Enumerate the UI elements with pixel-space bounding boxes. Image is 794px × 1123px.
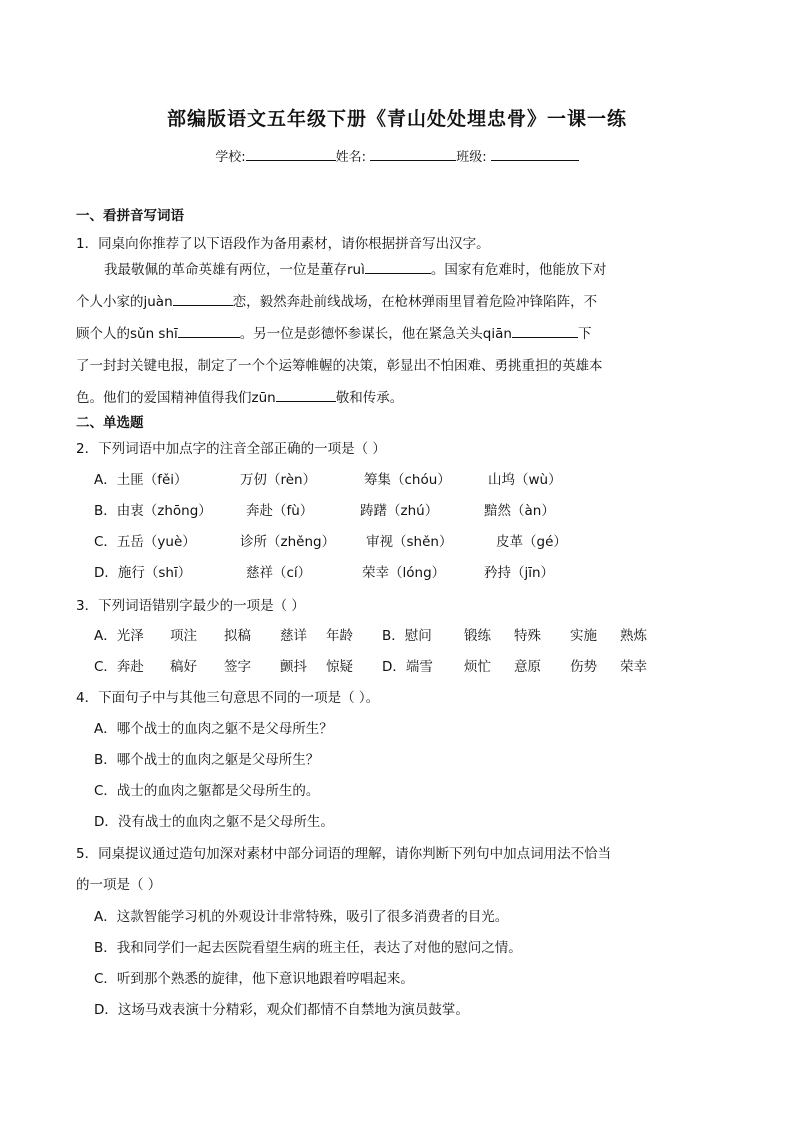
passage-text: 色。他们的爱国精神值得我们zūn: [76, 390, 276, 406]
option-text: 荣幸: [620, 659, 647, 675]
name-label: 姓名:: [335, 150, 367, 165]
answer-blank[interactable]: [173, 291, 233, 306]
option-text: D．施行（shī）: [94, 565, 192, 581]
section-2-heading: 二、单选题: [76, 415, 144, 431]
question-2-option-b[interactable]: [94, 499, 555, 519]
option-text: 山坞（wù）: [488, 472, 562, 488]
question-3-options-ab[interactable]: [94, 624, 647, 644]
class-label: 班级:: [456, 150, 487, 165]
passage-text: 了一封封关键电报，制定了一个个运筹帷幄的决策，彰显出不怕困难、勇挑重担的英雄本: [76, 358, 603, 374]
option-text: 踌躇（zhú）: [360, 503, 439, 519]
option-text: B．由衷（zhōng）: [94, 503, 212, 519]
passage-text: 敬和传承。: [335, 390, 404, 406]
question-4: 4．下面句子中与其他三句意思不同的一项是（ ）。: [76, 690, 380, 706]
question-5-option-b[interactable]: B．我和同学们一起去医院看望生病的班主任，表达了对他的慰问之情。: [94, 940, 522, 956]
option-text: 万仞（rèn）: [240, 472, 317, 488]
option-text: A．土匪（fěi）: [94, 472, 188, 488]
option-text: 项注: [170, 628, 197, 644]
answer-blank[interactable]: [178, 323, 240, 338]
passage-text: 我最敬佩的革命英雄有两位，一位是董存ruì: [104, 262, 365, 278]
answer-blank[interactable]: [276, 387, 336, 402]
answer-blank[interactable]: [365, 259, 431, 274]
option-text: 烦忙: [464, 659, 491, 675]
student-info-line: [0, 146, 794, 165]
option-text: 稿好: [170, 659, 197, 675]
question-2-option-d[interactable]: [94, 561, 554, 581]
page-title: 部编版语文五年级下册《青山处处埋忠骨》一课一练: [166, 108, 627, 130]
option-text: B．慰问: [382, 628, 432, 644]
section-1-heading: 一、看拼音写词语: [76, 208, 184, 224]
name-blank[interactable]: [370, 146, 456, 161]
question-4-option-a[interactable]: A．哪个战士的血肉之躯不是父母所生？: [94, 721, 333, 737]
passage-text: 下: [577, 326, 592, 342]
question-3-options-cd[interactable]: [94, 655, 647, 675]
option-text: 伤势: [570, 659, 597, 675]
option-text: D．端雪: [382, 659, 433, 675]
option-text: 年龄: [326, 628, 353, 644]
option-text: 拟稿: [224, 628, 251, 644]
class-blank[interactable]: [491, 146, 579, 161]
question-5-option-d[interactable]: D．这场马戏表演十分精彩，观众们都情不自禁地为演员鼓掌。: [94, 1002, 469, 1018]
passage-text: 顾个人的sǔn shī: [76, 326, 178, 342]
question-1: 1．同桌向你推荐了以下语段作为备用素材，请你根据拼音写出汉字。: [76, 236, 490, 252]
option-text: 皮革（gé）: [496, 534, 567, 550]
option-text: 颤抖: [280, 659, 307, 675]
passage-text: 个人小家的juàn: [76, 294, 173, 310]
question-5-continued: 的一项是（ ）: [76, 877, 162, 893]
question-2-option-a[interactable]: [94, 468, 562, 488]
school-label: 学校:: [215, 150, 246, 165]
question-4-option-c[interactable]: C．战士的血肉之躯都是父母所生的。: [94, 783, 320, 799]
passage-text: 恋，毅然奔赴前线战场，在枪林弹雨里冒着危险冲锋陷阵，不: [232, 294, 598, 310]
question-4-option-b[interactable]: B．哪个战士的血肉之躯是父母所生？: [94, 752, 320, 768]
passage-text: 。国家有危难时，他能放下对: [430, 262, 607, 278]
question-2-option-c[interactable]: [94, 530, 567, 550]
option-text: 荣幸（lóng）: [362, 565, 446, 581]
school-blank[interactable]: [246, 146, 336, 161]
question-2: 2．下列词语中加点字的注音全部正确的一项是（ ）: [76, 441, 386, 457]
option-text: 慈祥（cí）: [246, 565, 312, 581]
option-text: 审视（shěn）: [366, 534, 453, 550]
option-text: 筹集（chóu）: [364, 472, 451, 488]
question-4-option-d[interactable]: D．没有战士的血肉之躯不是父母所生。: [94, 814, 334, 830]
option-text: 签字: [224, 659, 251, 675]
option-text: 实施: [570, 628, 597, 644]
option-text: 奔赴（fù）: [246, 503, 314, 519]
option-text: 惊疑: [326, 659, 353, 675]
option-text: C．五岳（yuè）: [94, 534, 196, 550]
option-text: C．奔赴: [94, 659, 144, 675]
question-3: 3．下列词语错别字最少的一项是（ ）: [76, 598, 305, 614]
option-text: 诊所（zhěng）: [240, 534, 336, 550]
question-5-option-a[interactable]: A．这款智能学习机的外观设计非常特殊，吸引了很多消费者的目光。: [94, 909, 509, 925]
passage-text: 。另一位是彭德怀参谋长，他在紧急关头qiān: [239, 326, 512, 342]
question-1-passage: [76, 254, 708, 414]
question-5: 5．同桌提议通过造句加深对素材中部分词语的理解，请你判断下列句中加点词用法不恰当: [76, 846, 612, 862]
option-text: 黯然（àn）: [484, 503, 555, 519]
option-text: 矜持（jīn）: [484, 565, 555, 581]
question-5-option-c[interactable]: C．听到那个熟悉的旋律，他下意识地跟着哼唱起来。: [94, 971, 414, 987]
option-text: 慈详: [280, 628, 307, 644]
option-text: 意原: [514, 659, 541, 675]
option-text: 锻练: [464, 628, 491, 644]
option-text: 熟炼: [620, 628, 647, 644]
option-text: 特殊: [514, 628, 541, 644]
answer-blank[interactable]: [512, 323, 578, 338]
option-text: A．光泽: [94, 628, 144, 644]
